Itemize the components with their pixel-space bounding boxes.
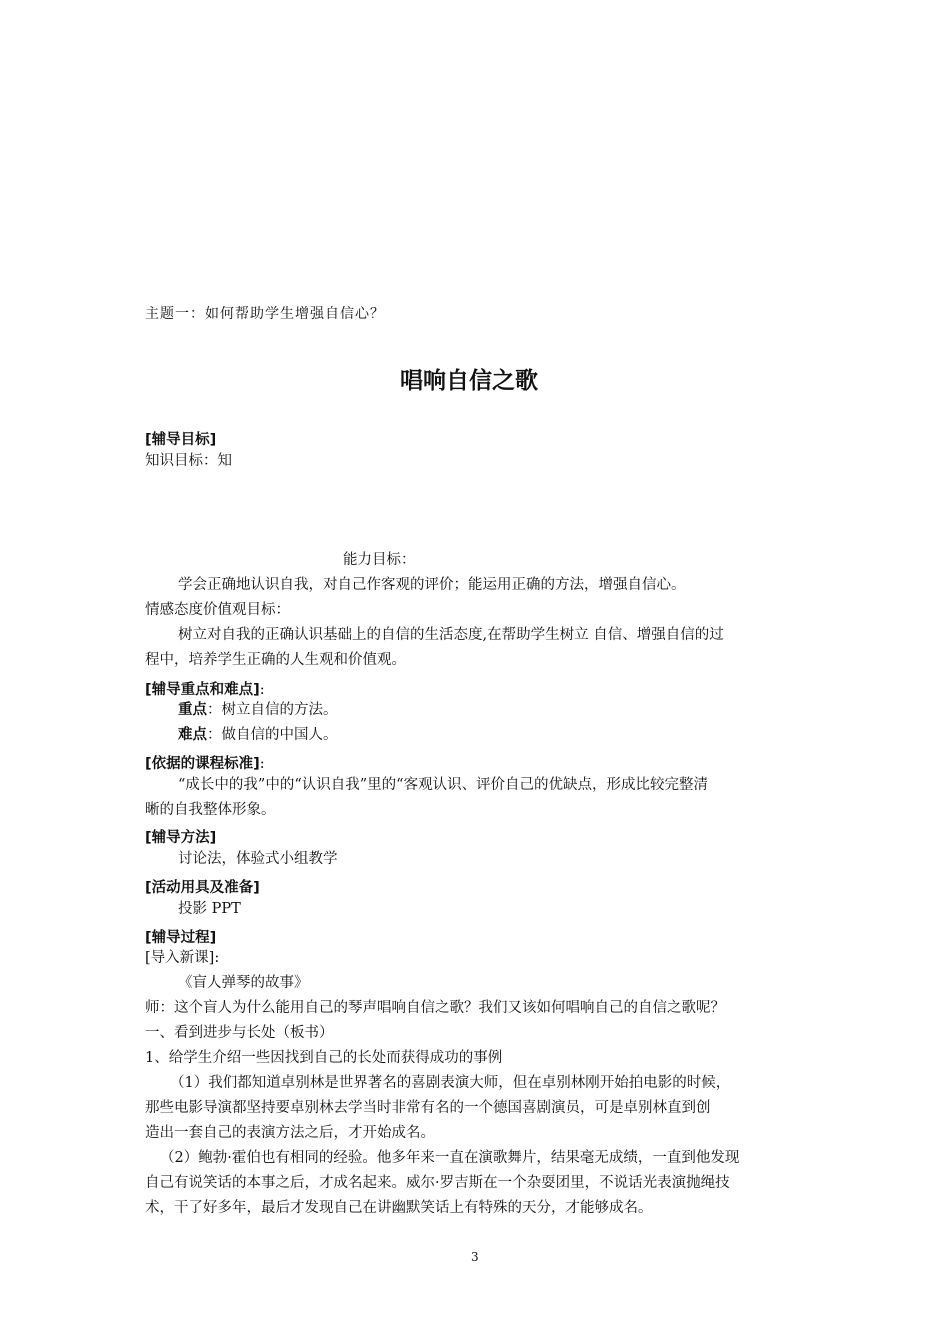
example-1-line-3: 造出一套自己的表演方法之后，才开始成名。 xyxy=(145,1125,435,1141)
standard-text-2: 晰的自我整体形象。 xyxy=(145,802,276,818)
knowledge-goal: 知识目标：知 xyxy=(145,453,232,469)
key-label: 重点 xyxy=(178,701,207,718)
emotion-label: 情感态度价值观目标： xyxy=(145,602,290,618)
example-2-line-3: 术，干了好多年，最后才发现自己在讲幽默笑话上有特殊的天分，才能够成名。 xyxy=(145,1200,653,1216)
difficulty-text: ：做自信的中国人。 xyxy=(207,727,338,743)
emotion-text-2: 程中，培养学生正确的人生观和价值观。 xyxy=(145,652,406,668)
difficulty-label: 难点 xyxy=(178,726,207,743)
example-2-line-2: 自己有说笑话的本事之后，才成名起来。威尔·罗吉斯在一个杂耍团里，不说话光表演抛绳技 xyxy=(145,1175,730,1191)
example-1-line-1: （1）我们都知道卓别林是世界著名的喜剧表演大师，但在卓别林刚开始拍电影的时候， xyxy=(170,1075,731,1091)
goals-heading: [辅导目标] xyxy=(145,432,217,448)
keypoints-colon: : xyxy=(259,682,265,698)
example-2-line-1: （2）鲍勃·霍伯也有相同的经验。他多年来一直在演歌舞片，结果毫无成绩，一直到他发现 xyxy=(160,1150,740,1166)
standard-text-1: “成长中的我”中的“认识自我”里的“客观认识、评价自己的优缺点，形成比较完整清 xyxy=(178,777,709,793)
key-point xyxy=(178,703,338,718)
ability-label: 能力目标： xyxy=(343,552,416,568)
standard-colon: : xyxy=(259,756,265,772)
keypoints-heading-line xyxy=(145,678,265,699)
point-one: 1、给学生介绍一些因找到自己的长处而获得成功的事例 xyxy=(145,1050,503,1066)
process-heading: [辅导过程] xyxy=(145,930,217,946)
method-heading: [辅导方法] xyxy=(145,830,217,846)
emotion-text-1: 树立对自我的正确认识基础上的自信的生活态度,在帮助学生树立 自信、增强自信的过 xyxy=(178,627,724,643)
keypoints-heading: [辅导重点和难点] xyxy=(145,682,260,698)
example-1-line-2: 那些电影导演都坚持要卓别林去学当时非常有名的一个德国喜剧演员，可是卓别林直到创 xyxy=(145,1100,711,1116)
teacher-question: 师：这个盲人为什么能用自己的琴声唱响自信之歌？我们又该如何唱响自己的自信之歌呢？ xyxy=(145,1000,725,1016)
story-title: 《盲人弹琴的故事》 xyxy=(178,975,309,991)
page-number: 3 xyxy=(471,1250,479,1264)
page-title: 唱响自信之歌 xyxy=(400,368,538,394)
standard-heading-line xyxy=(145,752,265,773)
theme-line: 主题一：如何帮助学生增强自信心？ xyxy=(145,306,385,322)
standard-heading: [依据的课程标准] xyxy=(145,756,260,772)
tools-heading: [活动用具及准备] xyxy=(145,880,260,896)
difficulty-point xyxy=(178,728,338,743)
tools-text: 投影 PPT xyxy=(178,901,241,917)
intro-label: [导入新课]: xyxy=(145,950,220,966)
ability-text: 学会正确地认识自我，对自己作客观的评价；能运用正确的方法，增强自信心。 xyxy=(178,577,686,593)
method-text: 讨论法，体验式小组教学 xyxy=(178,851,338,867)
part-one-heading: 一、看到进步与长处（板书） xyxy=(145,1025,334,1041)
key-text: ：树立自信的方法。 xyxy=(207,702,338,718)
